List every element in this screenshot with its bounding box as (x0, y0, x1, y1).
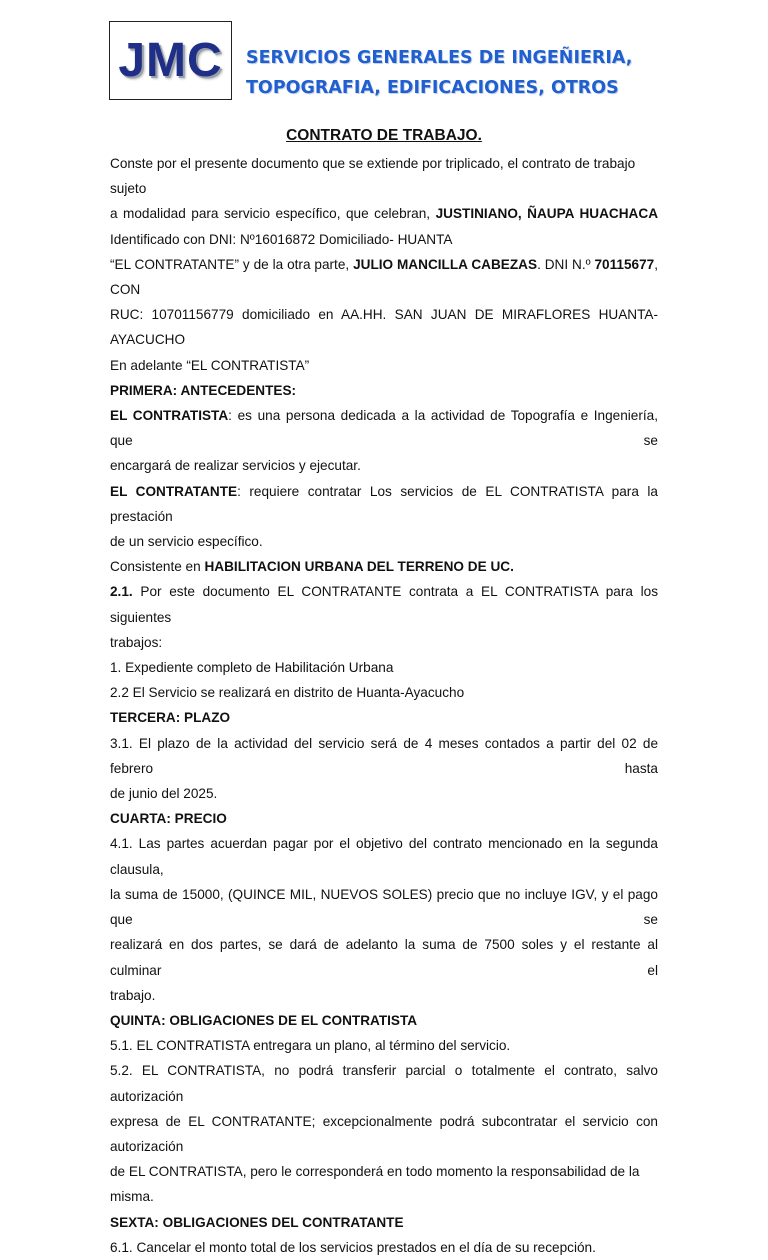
paragraph-line: 1. Expediente completo de Habilitación Urbana (110, 660, 394, 676)
logo-text: JMC (118, 33, 223, 87)
party-name: JULIO MANCILLA CABEZAS (353, 256, 538, 272)
text-span: a modalidad para servicio específico, que celebran, (110, 206, 436, 222)
clause-heading: TERCERA: PLAZO (110, 710, 231, 726)
paragraph-line: Conste por el presente documento que se extiende por triplicado, el contrato de trabajo sujeto (110, 156, 636, 197)
header-line-1: SERVICIOS GENERALES DE INGEÑIERIA, (246, 48, 633, 68)
term-label: EL CONTRATISTA (110, 408, 229, 424)
paragraph-line: de un servicio específico. (110, 534, 263, 550)
clause-heading: QUINTA: OBLIGACIONES DE EL CONTRATISTA (110, 1012, 418, 1028)
document-body (110, 151, 658, 1260)
text-span: : requiere contratar Los servicios de EL CONTRATISTA para la prestación (110, 483, 658, 524)
dni-number: 70115677 (594, 256, 655, 272)
paragraph-line: expresa de EL CONTRATANTE; excepcionalmente podrá subcontratar el servicio con autorización (110, 1113, 658, 1154)
company-logo (109, 21, 232, 100)
company-header (246, 43, 632, 103)
paragraph-line (110, 201, 658, 226)
paragraph-line: 5.2. EL CONTRATISTA, no podrá transferir parcial o totalmente el contrato, salvo autorización (110, 1063, 658, 1104)
paragraph-line: trabajo. (110, 987, 156, 1003)
paragraph-line: 4.1. Las partes acuerdan pagar por el objetivo del contrato mencionado en la segunda clausula, (110, 836, 658, 877)
paragraph-line (110, 579, 658, 629)
project-name: HABILITACION URBANA DEL TERRENO DE UC. (204, 559, 514, 575)
paragraph-line: 6.1. Cancelar el monto total de los servicios prestados en el día de su recepción. (110, 1239, 596, 1255)
paragraph-line: RUC: 10701156779 domiciliado en AA.HH. SAN JUAN DE MIRAFLORES HUANTA-AYACUCHO (110, 307, 658, 348)
paragraph-line: 5.1. EL CONTRATISTA entregara un plano, al término del servicio. (110, 1038, 511, 1054)
document-title: CONTRATO DE TRABAJO. (286, 127, 482, 144)
text-span: “EL CONTRATANTE” y de la otra parte, (110, 256, 354, 272)
text-span: Por este documento EL CONTRATANTE contrata a EL CONTRATISTA para los siguientes (110, 584, 658, 625)
paragraph-line (110, 403, 658, 453)
paragraph-line (110, 252, 658, 302)
paragraph-line (110, 479, 658, 529)
paragraph-line: Identificado con DNI: Nº16016872 Domiciliado- HUANTA (110, 231, 453, 247)
paragraph-line: 3.1. El plazo de la actividad del servicio será de 4 meses contados a partir del 02 de febrero hasta (110, 735, 658, 776)
clause-heading: PRIMERA: ANTECEDENTES: (110, 382, 297, 398)
clause-heading: SEXTA: OBLIGACIONES DEL CONTRATANTE (110, 1214, 404, 1230)
text-span: : es una persona dedicada a la actividad de Topografía e Ingeniería, que se (110, 408, 659, 449)
paragraph-line: trabajos: (110, 634, 163, 650)
paragraph-line: 2.2 El Servicio se realizará en distrito de Huanta-Ayacucho (110, 685, 465, 701)
clause-heading: CUARTA: PRECIO (110, 811, 227, 827)
paragraph-line: En adelante “EL CONTRATISTA” (110, 357, 310, 373)
party-name: JUSTINIANO, ÑAUPA HUACHACA (435, 206, 659, 222)
text-span: . DNI N.º (537, 256, 595, 272)
header-line-2: TOPOGRAFIA, EDIFICACIONES, OTROS (246, 78, 619, 98)
paragraph-line: realizará en dos partes, se dará de adelanto la suma de 7500 soles y el restante al culminar el (110, 937, 658, 978)
clause-number: 2.1. (110, 584, 133, 600)
paragraph-line: la suma de 15000, (QUINCE MIL, NUEVOS SOLES) precio que no incluye IGV, y el pago que se (110, 886, 658, 928)
text-span: , CON (110, 256, 659, 298)
paragraph-line: de EL CONTRATISTA, pero le corresponderá en todo momento la responsabilidad de la misma. (110, 1164, 640, 1205)
paragraph-line (110, 554, 658, 579)
text-span: Consistente en (110, 559, 205, 575)
paragraph-line: encargará de realizar servicios y ejecutar. (110, 458, 361, 474)
term-label: EL CONTRATANTE (110, 483, 238, 499)
paragraph-line: de junio del 2025. (110, 786, 218, 802)
